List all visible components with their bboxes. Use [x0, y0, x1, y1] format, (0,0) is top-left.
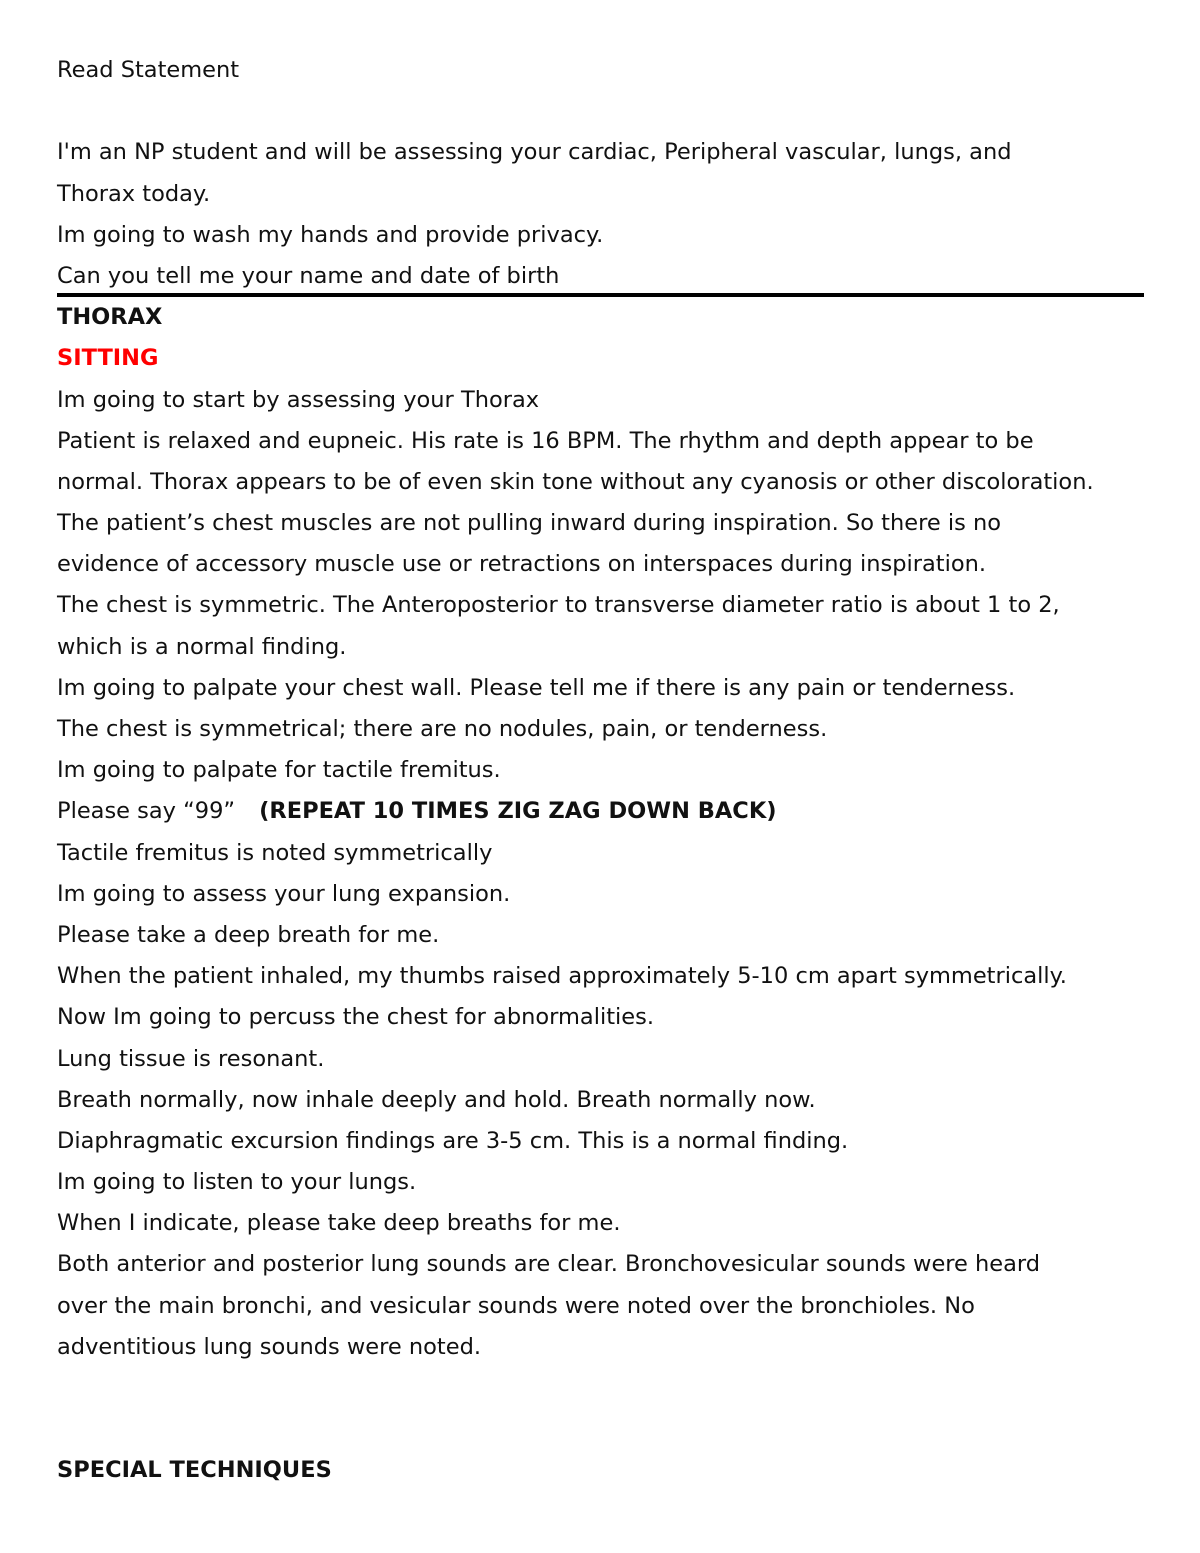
- thorax-line: Now Im going to percuss the chest for abnormalities.: [57, 1004, 654, 1031]
- thorax-line: The chest is symmetrical; there are no nodules, pain, or tenderness.: [57, 716, 828, 742]
- thorax-line: The chest is symmetric. The Anteroposterior to transverse diameter ratio is about 1 to 2,: [57, 592, 1060, 619]
- thorax-line: When the patient inhaled, my thumbs raised approximately 5-10 cm apart symmetrically.: [57, 963, 1067, 990]
- sitting-subheading: SITTING: [57, 345, 159, 372]
- thorax-line: Tactile fremitus is noted symmetrically: [57, 839, 493, 866]
- thorax-line: Patient is relaxed and eupneic. His rate is 16 BPM. The rhythm and depth appear to be: [57, 427, 1034, 454]
- thorax-line: Lung tissue is resonant.: [57, 1045, 325, 1072]
- thorax-line: Im going to assess your lung expansion.: [57, 880, 511, 907]
- thorax-line: Both anterior and posterior lung sounds are clear. Bronchovesicular sounds were heard: [57, 1251, 1041, 1278]
- thorax-heading: THORAX: [57, 304, 163, 331]
- thorax-line: Please take a deep breath for me.: [57, 921, 440, 948]
- thorax-line: When I indicate, please take deep breaths for me.: [57, 1210, 621, 1237]
- thorax-line: Diaphragmatic excursion findings are 3-5 cm. This is a normal finding.: [57, 1127, 849, 1154]
- thorax-line: Breath normally, now inhale deeply and hold. Breath normally now.: [57, 1086, 816, 1113]
- thorax-line: evidence of accessory muscle use or retractions on interspaces during inspiration.: [57, 551, 987, 578]
- say-99-text: Please say “99”: [57, 798, 236, 825]
- thorax-line: Im going to start by assessing your Thorax: [57, 386, 540, 413]
- spacer: [57, 91, 1144, 132]
- special-techniques-heading: SPECIAL TECHNIQUES: [57, 1457, 332, 1484]
- intro-line-4: Can you tell me your name and date of birth: [57, 262, 560, 289]
- intro-line-1: I'm an NP student and will be assessing your cardiac, Peripheral vascular, lungs, and: [57, 139, 1012, 166]
- say-99-line: [57, 791, 1144, 832]
- read-statement-title: Read Statement: [57, 57, 240, 83]
- document-page: [57, 50, 1144, 1492]
- repeat-instruction: (REPEAT 10 TIMES ZIG ZAG DOWN BACK): [259, 798, 777, 825]
- thorax-line: Im going to palpate your chest wall. Please tell me if there is any pain or tenderness.: [57, 674, 1016, 701]
- thorax-line: which is a normal finding.: [57, 633, 347, 660]
- intro-line-2: Thorax today.: [57, 180, 211, 207]
- intro-line-3: Im going to wash my hands and provide privacy.: [57, 221, 604, 248]
- thorax-line: adventitious lung sounds were noted.: [57, 1333, 482, 1360]
- thorax-line: normal. Thorax appears to be of even skin tone without any cyanosis or other discoloration.: [57, 468, 1094, 495]
- thorax-line: Im going to listen to your lungs.: [57, 1169, 417, 1196]
- thorax-line: over the main bronchi, and vesicular sounds were noted over the bronchioles. No: [57, 1292, 975, 1319]
- spacer: [57, 1368, 1144, 1450]
- thorax-line: The patient’s chest muscles are not pulling inward during inspiration. So there is no: [57, 510, 1002, 537]
- thorax-line: Im going to palpate for tactile fremitus.: [57, 757, 501, 784]
